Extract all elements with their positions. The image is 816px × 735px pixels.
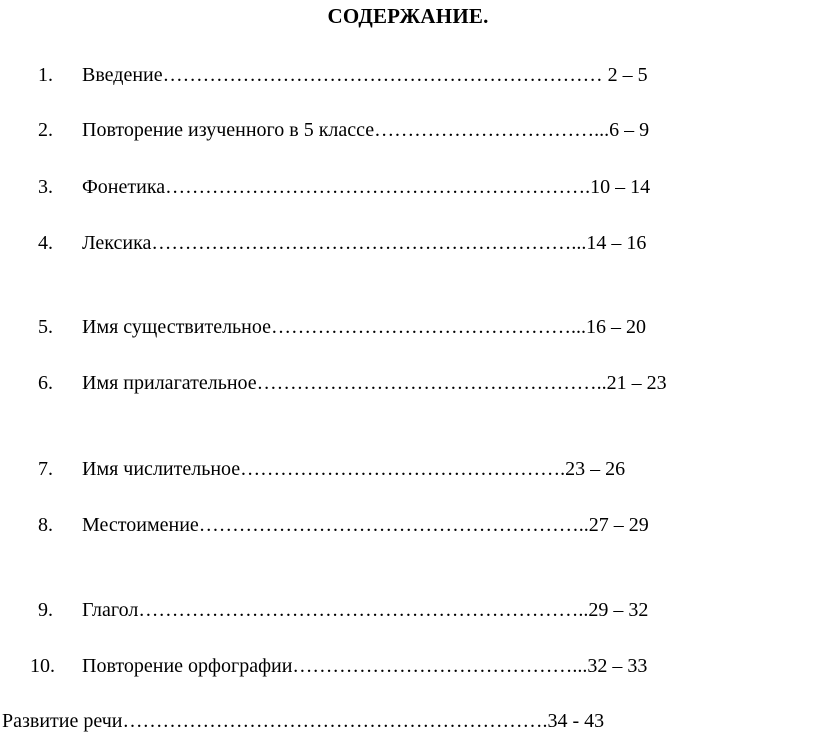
toc-entry-text: Глагол…………………………………………………………..29 – 32 xyxy=(82,599,649,621)
toc-entry-text: Повторение изученного в 5 классе……………………………...6 – 9 xyxy=(82,119,650,141)
toc-entry-number: 7. xyxy=(38,458,53,480)
toc-entry-number: 5. xyxy=(38,316,53,338)
toc-entry-number: 2. xyxy=(38,119,53,141)
toc-entry-text: Повторение орфографии……………………………………...32 – 33 xyxy=(82,655,648,677)
toc-entry-text: Введение………………………………………………………… 2 – 5 xyxy=(82,64,648,86)
toc-entry-number: 4. xyxy=(38,232,53,254)
toc-entry-number: 1. xyxy=(38,64,53,86)
toc-entry-number: 3. xyxy=(38,176,53,198)
toc-entry-text: Развитие речи……………………………………………………….34 - 43 xyxy=(2,710,605,732)
toc-entry-text: Местоимение…………………………………………………..27 – 29 xyxy=(82,514,649,536)
toc-entry-text: Имя существительное………………………………………...16 – 20 xyxy=(82,316,646,338)
toc-entry-text: Фонетика……………………………………………………….10 – 14 xyxy=(82,176,651,198)
toc-entry-number: 10. xyxy=(30,655,55,677)
toc-entry-number: 8. xyxy=(38,514,53,536)
page-title: СОДЕРЖАНИЕ. xyxy=(327,4,489,28)
toc-entry-text: Лексика………………………………………………………...14 – 16 xyxy=(82,232,647,254)
toc-entry-text: Имя числительное………………………………………….23 – 26 xyxy=(82,458,626,480)
toc-entry-number: 9. xyxy=(38,599,53,621)
toc-entry-text: Имя прилагательное……………………………………………..21 – 23 xyxy=(82,372,667,394)
toc-entry-number: 6. xyxy=(38,372,53,394)
